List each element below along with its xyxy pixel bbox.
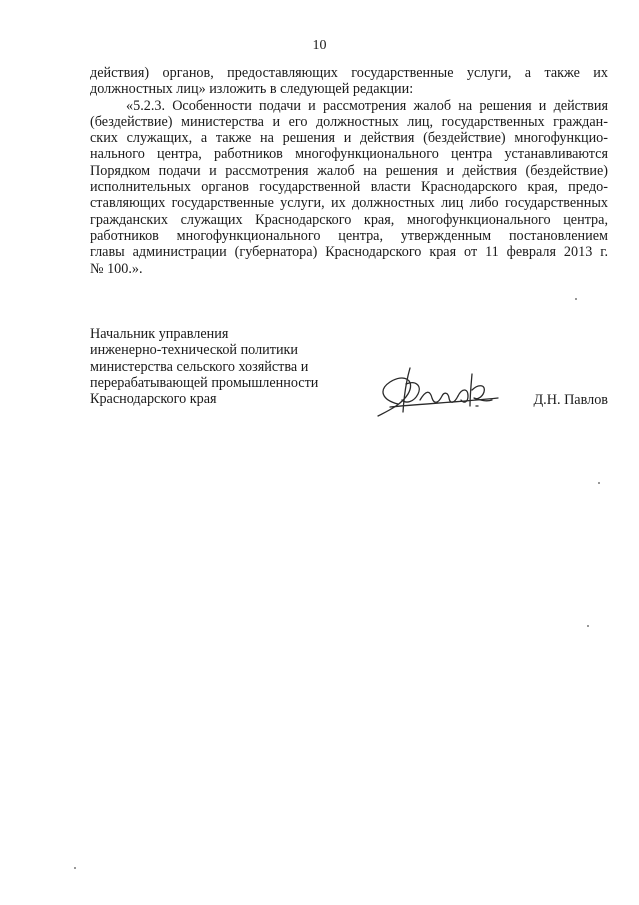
page-number: 10 — [312, 38, 327, 53]
body-line: должностных лиц» изложить в следующей редакции: — [90, 81, 414, 98]
body-line: работников многофункционального центра, утвержденным постановлением — [90, 227, 608, 244]
body-line: исполнительных органов государственной власти Краснодарского края, предо- — [90, 179, 608, 196]
body-line: нального центра, работников многофункционального центра устанавливаются — [90, 146, 608, 163]
body-line: ских служащих, а также на решения и действия (бездействие) многофункцио- — [90, 130, 608, 147]
body-line: «5.2.3. Особенности подачи и рассмотрения жалоб на решения и действия — [126, 97, 608, 114]
scan-speck — [598, 482, 600, 484]
body-line: действия) органов, предоставляющих государственные услуги, а также их — [90, 65, 608, 81]
handwritten-signature — [370, 360, 520, 420]
signatory-position — [90, 326, 318, 407]
body-line: ставляющих государственные услуги, их должностных лиц либо государственных — [90, 195, 608, 212]
scan-speck — [74, 867, 76, 869]
signatory-position-line: инженерно-технической политики — [90, 342, 299, 359]
scan-speck — [575, 298, 577, 300]
body-line: № 100.». — [90, 260, 143, 277]
body-line: главы администрации (губернатора) Краснодарского края от 11 февраля 2013 г. — [90, 244, 608, 261]
signatory-position-line: министерства сельского хозяйства и — [90, 358, 309, 375]
body-line: Порядком подачи и рассмотрения жалоб на решения и действия (бездействие) — [90, 162, 608, 179]
signatory-position-line: Краснодарского края — [90, 391, 217, 408]
body-line: (бездействие) министерства и его должностных лиц, государственных граждан- — [90, 113, 608, 130]
body-line: гражданских служащих Краснодарского края, многофункционального центра, — [90, 211, 608, 228]
signatory-position-line: Начальник управления — [90, 326, 229, 342]
signatory-position-line: перерабатывающей промышленности — [90, 374, 319, 391]
body-text — [90, 65, 608, 277]
signatory-name: Д.Н. Павлов — [533, 392, 608, 408]
scan-speck — [587, 625, 589, 627]
